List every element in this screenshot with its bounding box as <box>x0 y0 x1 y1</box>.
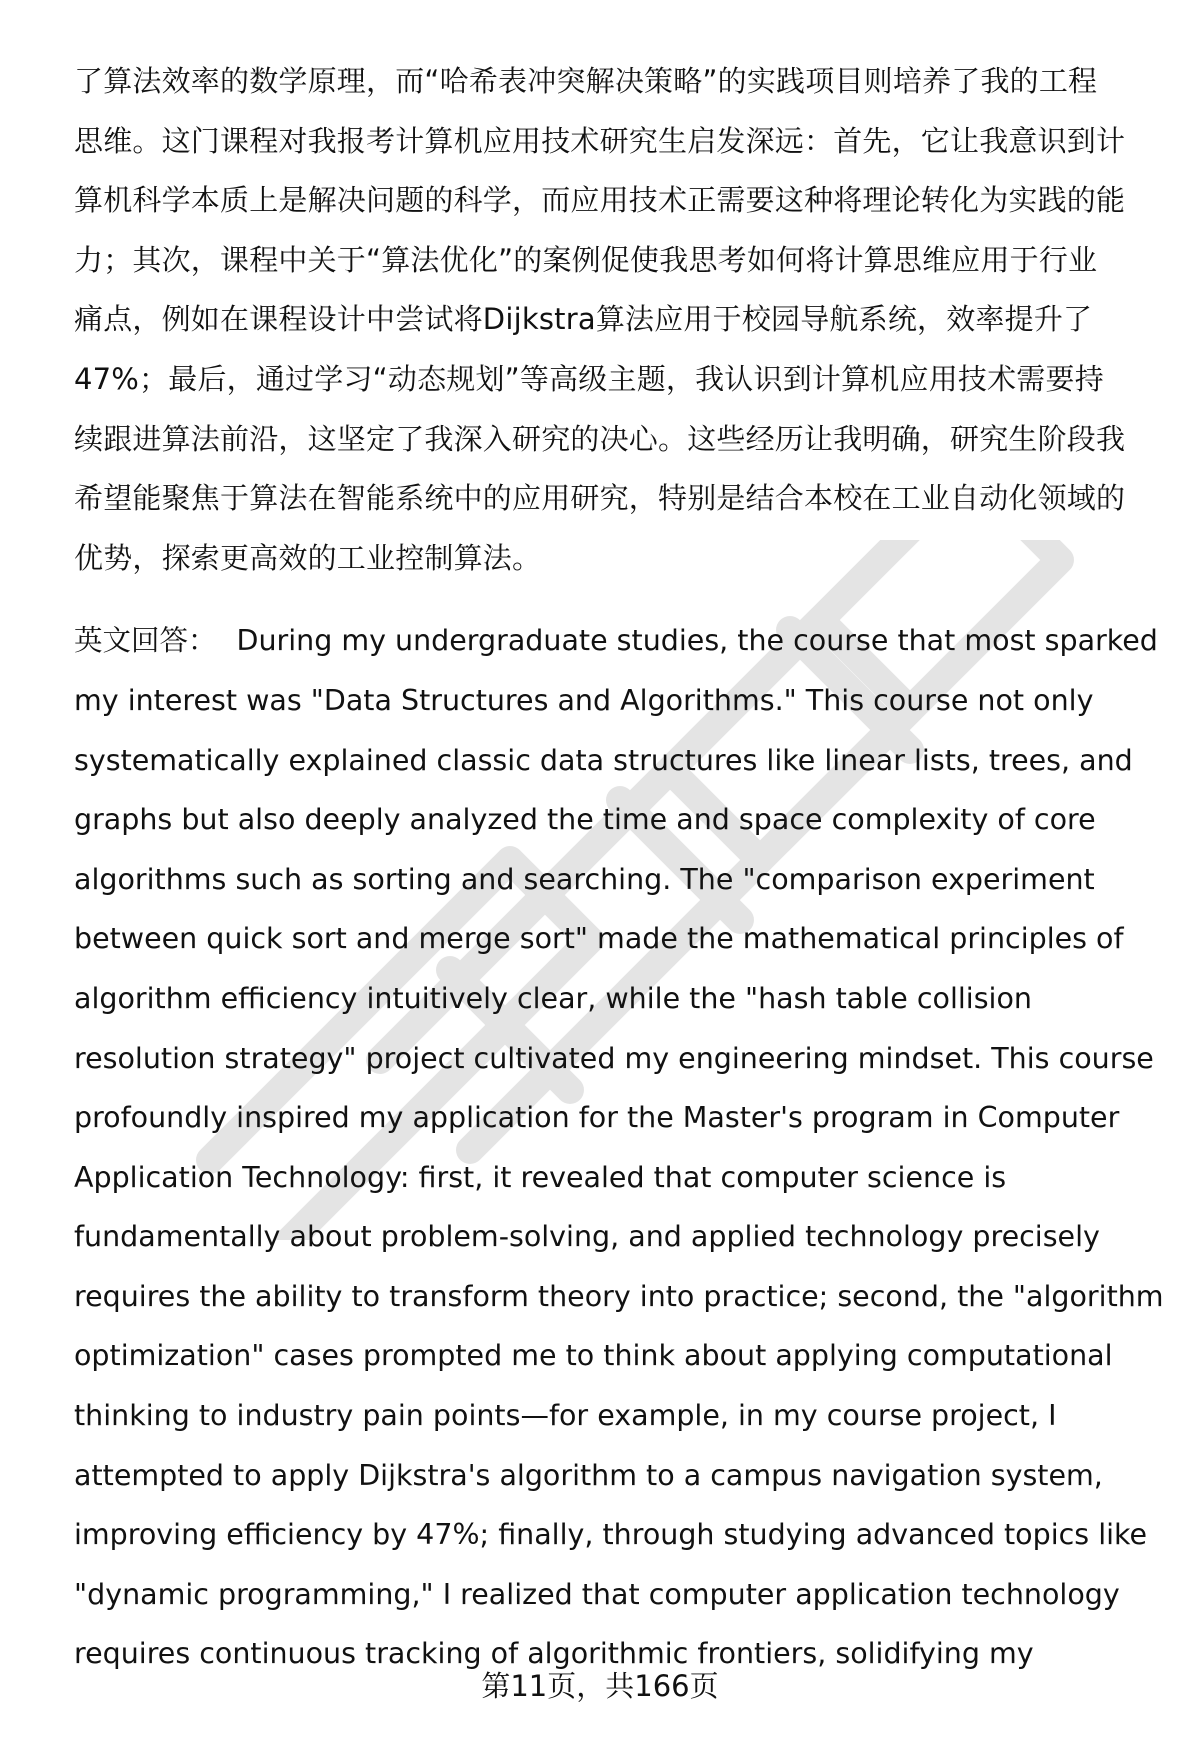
english-answer-label: 英文回答： <box>74 624 217 658</box>
chinese-line-5: 痛点，例如在课程设计中尝试将Dijkstra算法应用于校园导航系统，效率提升了 <box>74 302 1093 337</box>
chinese-line-3: 算机科学本质上是解决问题的科学，而应用技术正需要这种将理论转化为实践的能 <box>74 183 1126 218</box>
english-line-1 <box>74 611 1158 671</box>
english-line-2: my interest was "Data Structures and Algorithms." This course not only <box>74 683 1094 717</box>
english-line-5: algorithms such as sorting and searching. The "comparison experiment <box>74 862 1095 896</box>
chinese-line-8: 希望能聚焦于算法在智能系统中的应用研究，特别是结合本校在工业自动化领域的 <box>74 481 1126 516</box>
english-line-18: requires continuous tracking of algorithmic frontiers, solidifying my <box>74 1637 1034 1671</box>
english-line-4: graphs but also deeply analyzed the time and space complexity of core <box>74 803 1096 837</box>
paragraph-gap <box>74 588 1154 611</box>
english-line-16: improving efficiency by 47%; finally, through studying advanced topics like <box>74 1518 1148 1552</box>
english-line-6: between quick sort and merge sort" made the mathematical principles of <box>74 922 1124 956</box>
english-line-11: fundamentally about problem-solving, and applied technology precisely <box>74 1220 1100 1254</box>
english-line-9: profoundly inspired my application for the Master's program in Computer <box>74 1101 1120 1135</box>
page-number-footer: 第11页，共166页 <box>481 1669 719 1703</box>
chinese-line-9: 优势，探索更高效的工业控制算法。 <box>74 540 542 575</box>
english-line-13: optimization" cases prompted me to think about applying computational <box>74 1339 1113 1373</box>
english-answer-paragraph <box>74 611 1164 1684</box>
english-line-7: algorithm efficiency intuitively clear, while the "hash table collision <box>74 981 1032 1015</box>
chinese-line-4: 力；其次，课程中关于“算法优化”的案例促使我思考如何将计算思维应用于行业 <box>74 242 1098 277</box>
english-line-3: systematically explained classic data structures like linear lists, trees, and <box>74 743 1133 777</box>
english-line-10: Application Technology: first, it revealed that computer science is <box>74 1160 1007 1194</box>
chinese-line-7: 续跟进算法前沿，这坚定了我深入研究的决心。这些经历让我明确，研究生阶段我 <box>74 421 1126 456</box>
chinese-paragraph <box>74 52 1154 588</box>
english-line-15: attempted to apply Dijkstra's algorithm to a campus navigation system, <box>74 1458 1103 1492</box>
chinese-line-2: 思维。这门课程对我报考计算机应用技术研究生启发深远：首先，它让我意识到计 <box>74 123 1126 158</box>
english-line-12: requires the ability to transform theory into practice; second, the "algorithm <box>74 1279 1164 1313</box>
english-line-17: "dynamic programming," I realized that computer application technology <box>74 1577 1120 1611</box>
english-line-14: thinking to industry pain points—for example, in my course project, I <box>74 1399 1057 1433</box>
english-first-line-text: During my undergraduate studies, the course that most sparked <box>236 624 1158 658</box>
chinese-line-1: 了算法效率的数学原理，而“哈希表冲突解决策略”的实践项目则培养了我的工程 <box>74 64 1098 98</box>
document-page <box>74 52 1164 1684</box>
english-line-8: resolution strategy" project cultivated my engineering mindset. This course <box>74 1041 1154 1075</box>
chinese-line-6: 47%；最后，通过学习“动态规划”等高级主题，我认识到计算机应用技术需要持 <box>74 361 1104 396</box>
